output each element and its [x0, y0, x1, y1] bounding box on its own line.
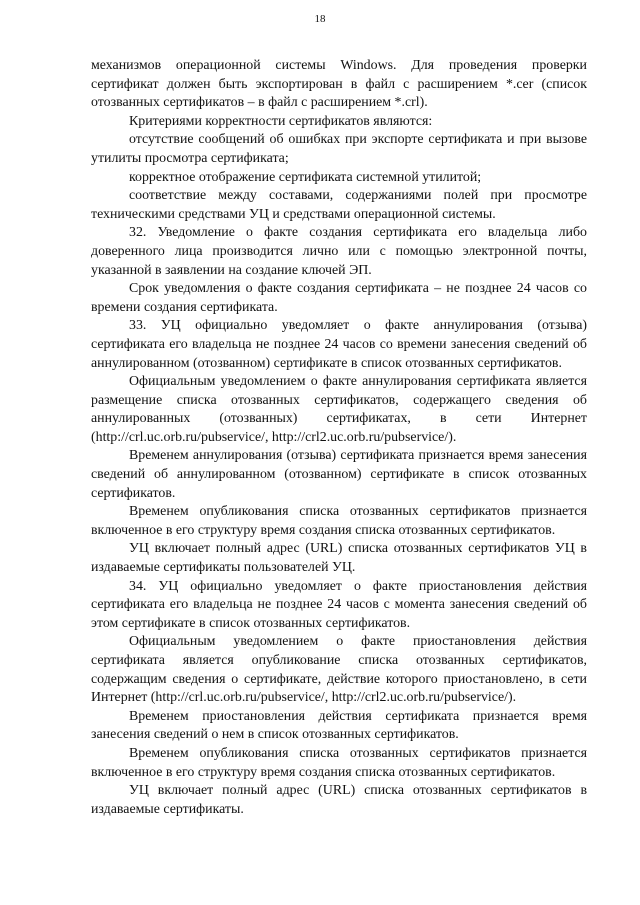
- paragraph: Официальным уведомлением о факте аннулирования сертификата является размещение списка отозванных сертификатов, содержащего сведения об аннулированных (отозванных) сертификатах, в сети Интернет (http://crl.uc.orb.ru/pubservice/, http://crl2.uc.orb.ru/pubservice/).: [91, 374, 587, 445]
- paragraph: 33. УЦ официально уведомляет о факте аннулирования (отзыва) сертификата его владельца не позднее 24 часов со времени занесения сведений об аннулированном (отозванном) сертификате в список отозванных сертификатов.: [91, 318, 587, 371]
- paragraph: Временем приостановления действия сертификата признается время занесения сведений о нем в список отозванных сертификатов.: [91, 708, 587, 743]
- scan-mark: [614, 891, 616, 901]
- paragraph: Срок уведомления о факте создания сертификата – не позднее 24 часов со времени создания сертификата.: [91, 281, 587, 315]
- paragraph: механизмов операционной системы Windows. Для проведения проверки сертификат должен быть экспортирован в файл с расширением *.cer (список отозванных сертификатов – в файл с расширением *.crl).: [91, 58, 587, 111]
- paragraph: 34. УЦ официально уведомляет о факте приостановления действия сертификата его владельца не позднее 24 часов с момента занесения сведений об этом сертификате в список отозванных сертификатов.: [91, 578, 587, 631]
- page-number: 18: [314, 13, 326, 25]
- body-text: [91, 57, 587, 819]
- paragraph: Временем опубликования списка отозванных сертификатов признается включенное в его структуру время создания списка отозванных сертификатов.: [91, 745, 587, 780]
- paragraph: Временем опубликования списка отозванных сертификатов признается включенное в его структуру время создания списка отозванных сертификатов.: [91, 504, 587, 538]
- paragraph: соответствие между составами, содержаниями полей при просмотре техническими средствами УЦ и средствами операционной системы.: [91, 188, 587, 222]
- paragraph: Критериями корректности сертификатов являются:: [129, 113, 433, 129]
- paragraph: УЦ включает полный адрес (URL) списка отозванных сертификатов в издаваемые сертификаты.: [91, 783, 587, 817]
- paragraph: Официальным уведомлением о факте приостановления действия сертификата является опубликование списка отозванных сертификатов, содержащим сведения о сертификате, действие которого приостановлено, в сети Интернет (http://crl.uc.orb.ru/pubservice/, http://crl2.uc.orb.ru/pubservice/).: [91, 634, 587, 706]
- paragraph: корректное отображение сертификата системной утилитой;: [129, 169, 482, 185]
- paragraph: 32. Уведомление о факте создания сертификата его владельца либо доверенного лица производится лично или с помощью электронной почты, указанной в заявлении на создание ключей ЭП.: [91, 225, 587, 278]
- paragraph: Временем аннулирования (отзыва) сертификата признается время занесения сведений об аннулированном (отозванном) сертификате в список отозванных сертификатов.: [91, 448, 587, 501]
- paragraph: УЦ включает полный адрес (URL) списка отозванных сертификатов УЦ в издаваемые сертификаты пользователей УЦ.: [91, 541, 587, 576]
- paragraph: отсутствие сообщений об ошибках при экспорте сертификата и при вызове утилиты просмотра сертификата;: [91, 132, 587, 166]
